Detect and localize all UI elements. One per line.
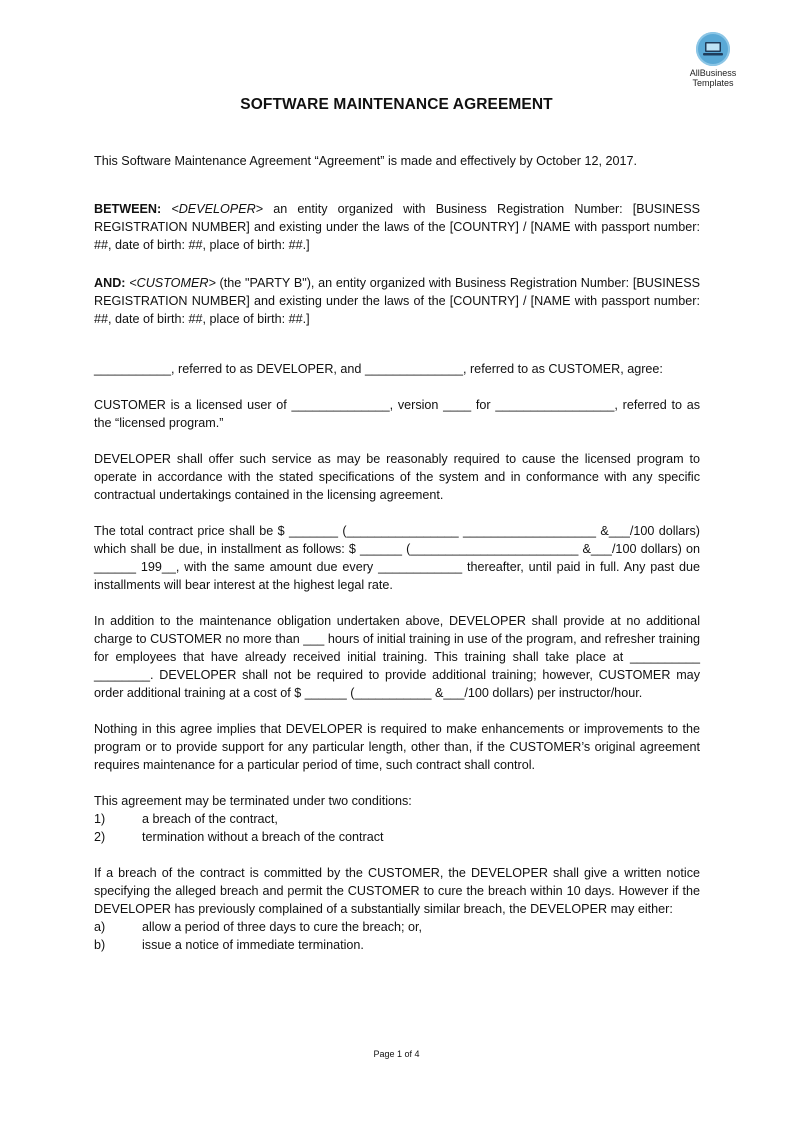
and-label: AND: xyxy=(94,276,126,290)
termination-intro: This agreement may be terminated under two conditions: xyxy=(94,794,412,808)
and-party: <CUSTOMER> xyxy=(129,276,216,290)
list-text: a breach of the contract, xyxy=(142,812,278,826)
between-label: BETWEEN: xyxy=(94,202,162,216)
enhancements-paragraph: Nothing in this agree implies that DEVELOPER is required to make enhancements or improvements to the program or to provide support for any particular length, other than, if the CUSTOMER’s original agreement requires maintenance for a particular period of time, such contract shall control. xyxy=(94,722,700,772)
list-text: termination without a breach of the contract xyxy=(142,830,384,844)
list-number: b) xyxy=(94,938,106,952)
page-number: Page 1 of 4 xyxy=(373,1049,420,1059)
list-item xyxy=(94,810,700,828)
list-item xyxy=(94,918,700,936)
breach-paragraph: If a breach of the contract is committed by the CUSTOMER, the DEVELOPER shall give a written notice specifying the alleged breach and permit the CUSTOMER to cure the breach within 10 days. However if the DEVELOPER has previously complained of a substantially similar breach, the DEVELOPER may either: xyxy=(94,866,700,916)
document-body xyxy=(94,152,700,954)
licensed-paragraph: CUSTOMER is a licensed user of ______________, version ____ for _________________, referred to as the “licensed program.” xyxy=(94,398,700,430)
list-text: allow a period of three days to cure the breach; or, xyxy=(142,920,423,934)
list-item xyxy=(94,936,700,954)
and-text: (the "PARTY B"), an entity organized with Business Registration Number: [BUSINESS REGISTRATION NUMBER] and existing under the laws of the [COUNTRY] / [NAME with passport number: ##, date of birth: ##, place of birth: ##.] xyxy=(94,276,701,326)
price-paragraph: The total contract price shall be $ _______ (________________ ___________________ &___/100 dollars) which shall be due, in installment as follows: $ ______ (________________________ &___/100 dollars) on ______ 199__, with the same amount due every ____________ thereafter, until paid in full. Any past due installments will bear interest at the highest legal rate. xyxy=(94,524,700,592)
laptop-icon xyxy=(696,32,730,66)
between-text: an entity organized with Business Registration Number: [BUSINESS REGISTRATION NUMBER] and existing under the laws of the [COUNTRY] / [NAME with passport number: ##, date of birth: ##, place of birth: ##.] xyxy=(94,202,700,252)
logo-line-2: Templates xyxy=(692,78,734,88)
brand-logo xyxy=(682,32,744,88)
service-paragraph: DEVELOPER shall offer such service as may be reasonably required to cause the licensed program to operate in accordance with the stated specifications of the system and in conformance with any specific contractual undertakings contained in the licensing agreement. xyxy=(94,452,700,502)
training-paragraph: In addition to the maintenance obligation undertaken above, DEVELOPER shall provide at no additional charge to CUSTOMER no more than ___ hours of initial training in use of the program, and refresher training for employees that have already received initial training. This training shall take place at __________ ________. DEVELOPER shall not be required to provide additional training; however, CUSTOMER may order additional training at a cost of $ ______ (___________ &___/100 dollars) per instructor/hour. xyxy=(94,614,700,700)
intro-paragraph: This Software Maintenance Agreement “Agreement” is made and effectively by October 12, 2017. xyxy=(94,154,637,168)
referred-paragraph: ___________, referred to as DEVELOPER, and ______________, referred to as CUSTOMER, agree: xyxy=(94,362,663,376)
between-paragraph xyxy=(94,200,700,254)
logo-line-1: AllBusiness xyxy=(689,68,737,78)
list-text: issue a notice of immediate termination. xyxy=(142,938,364,952)
list-number: a) xyxy=(94,920,106,934)
between-party: <DEVELOPER> xyxy=(171,202,264,216)
list-number: 1) xyxy=(94,812,106,826)
list-number: 2) xyxy=(94,830,106,844)
document-title: SOFTWARE MAINTENANCE AGREEMENT xyxy=(240,96,553,113)
and-paragraph xyxy=(94,274,700,328)
list-item xyxy=(94,828,700,846)
